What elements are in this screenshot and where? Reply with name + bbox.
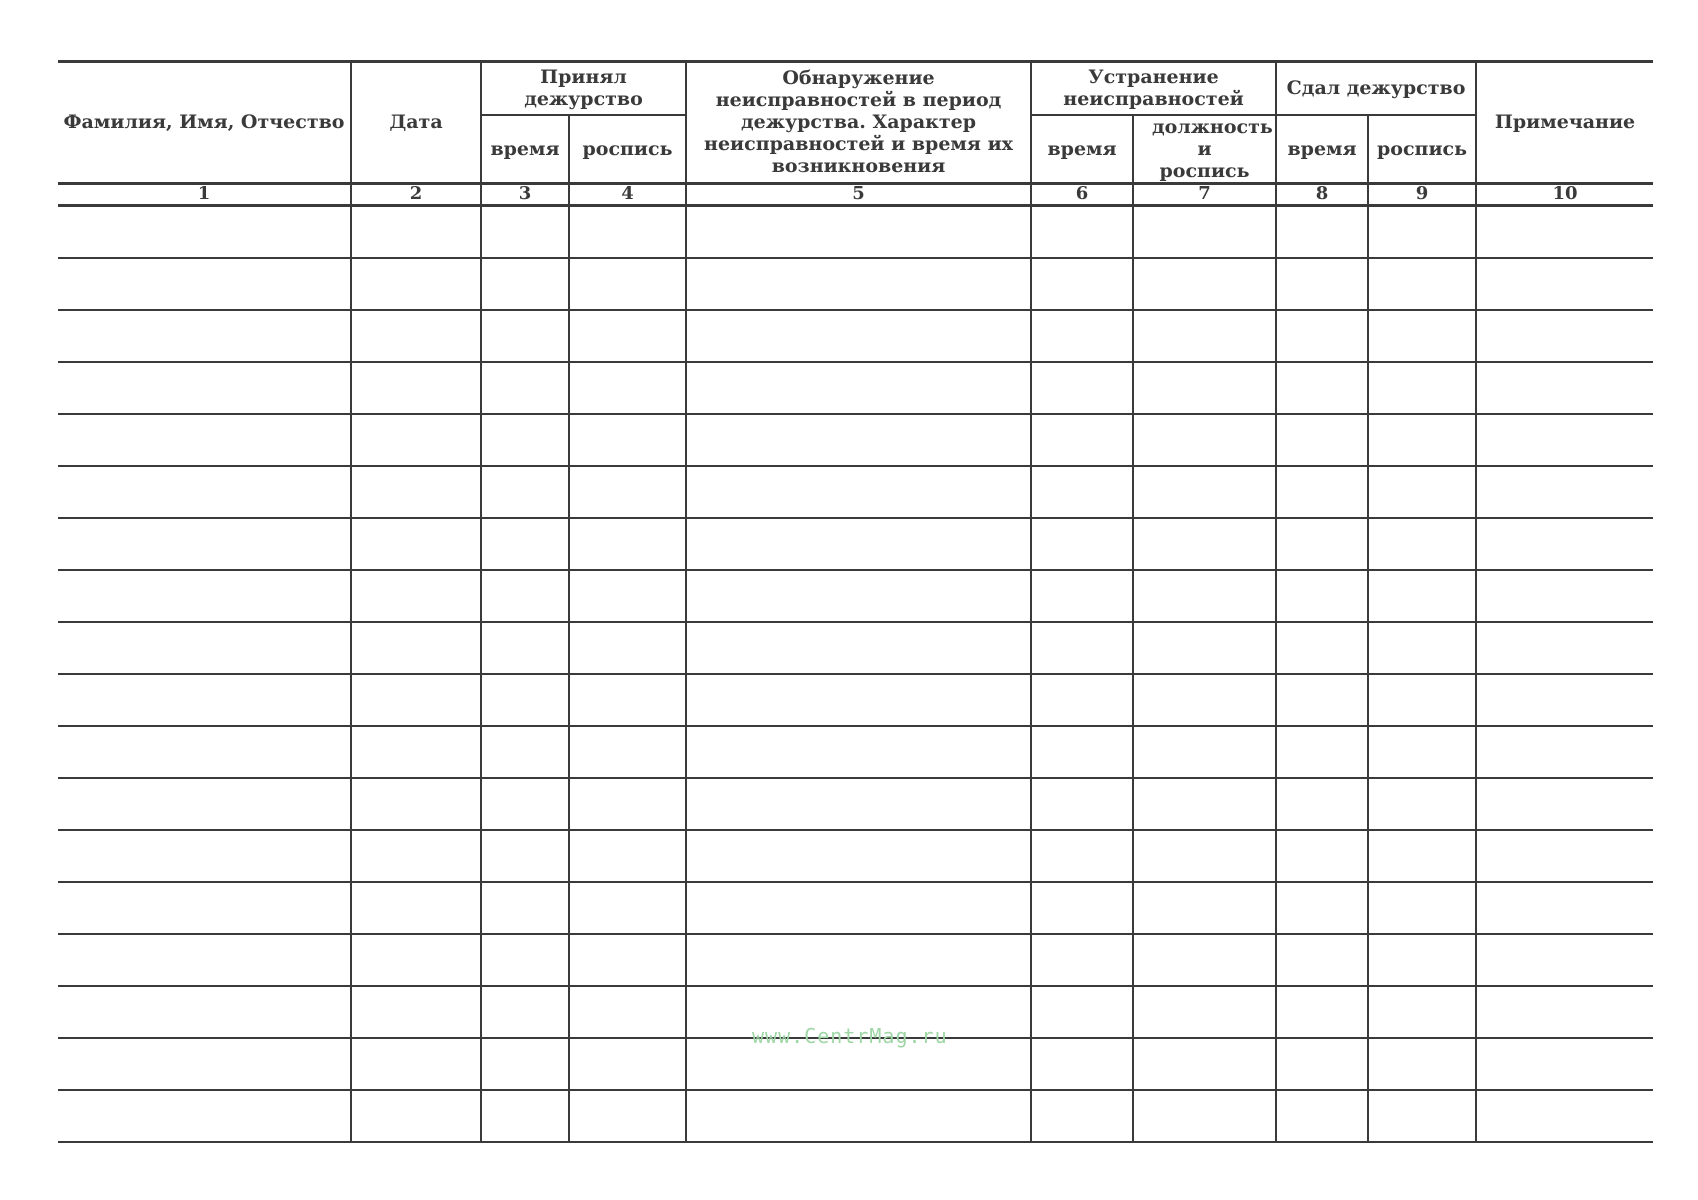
table-cell: [58, 310, 351, 362]
table-cell: [1276, 258, 1368, 310]
table-row: [58, 882, 1653, 934]
table-cell: [1031, 882, 1133, 934]
table-cell: [686, 310, 1031, 362]
table-cell: [1276, 622, 1368, 674]
column-number: 10: [1476, 183, 1653, 205]
table-cell: [1133, 934, 1276, 986]
table-cell: [58, 205, 351, 258]
table-cell: [481, 674, 569, 726]
table-cell: [58, 518, 351, 570]
table-cell: [1031, 778, 1133, 830]
table-cell: [686, 934, 1031, 986]
table-cell: [1276, 466, 1368, 518]
table-cell: [1133, 830, 1276, 882]
table-cell: [1133, 1090, 1276, 1142]
header-accepted-time: время: [481, 115, 569, 184]
table-cell: [1476, 466, 1653, 518]
table-cell: [686, 778, 1031, 830]
table-cell: [58, 1038, 351, 1090]
header-accepted-duty: Принял дежурство: [481, 62, 686, 115]
table-cell: [1368, 622, 1476, 674]
table-cell: [58, 362, 351, 414]
table-cell: [569, 622, 686, 674]
table-cell: [569, 205, 686, 258]
table-cell: [1031, 1090, 1133, 1142]
header-handed-duty: Сдал дежурство: [1276, 62, 1476, 115]
table-cell: [1133, 986, 1276, 1038]
table-cell: [686, 414, 1031, 466]
table-cell: [1031, 205, 1133, 258]
table-cell: [58, 414, 351, 466]
table-cell: [1476, 1090, 1653, 1142]
table-cell: [1368, 934, 1476, 986]
table-cell: [1476, 258, 1653, 310]
table-cell: [58, 726, 351, 778]
table-cell: [1276, 986, 1368, 1038]
table-cell: [1476, 674, 1653, 726]
table-cell: [1031, 986, 1133, 1038]
table-cell: [569, 570, 686, 622]
table-cell: [569, 414, 686, 466]
table-cell: [351, 674, 481, 726]
table-cell: [1368, 258, 1476, 310]
table-cell: [1368, 362, 1476, 414]
table-cell: [351, 466, 481, 518]
table-cell: [1031, 518, 1133, 570]
table-cell: [1368, 986, 1476, 1038]
table-cell: [1133, 414, 1276, 466]
table-cell: [481, 986, 569, 1038]
table-cell: [1476, 726, 1653, 778]
table-cell: [481, 778, 569, 830]
table-cell: [1133, 726, 1276, 778]
table-cell: [351, 622, 481, 674]
table-cell: [1031, 362, 1133, 414]
table-cell: [351, 934, 481, 986]
table-cell: [569, 466, 686, 518]
table-row: [58, 622, 1653, 674]
column-number: 2: [351, 183, 481, 205]
table-cell: [686, 726, 1031, 778]
table-cell: [1476, 622, 1653, 674]
table-cell: [1133, 570, 1276, 622]
table-cell: [58, 466, 351, 518]
table-cell: [1276, 518, 1368, 570]
table-cell: [1031, 622, 1133, 674]
header-handed-signature: роспись: [1368, 115, 1476, 184]
header-fio: Фамилия, Имя, Отчество: [58, 62, 351, 184]
table-cell: [1476, 934, 1653, 986]
table-cell: [1133, 258, 1276, 310]
table-cell: [569, 882, 686, 934]
table-cell: [351, 830, 481, 882]
table-cell: [1368, 778, 1476, 830]
table-cell: [569, 674, 686, 726]
table-cell: [686, 1090, 1031, 1142]
table-cell: [1133, 778, 1276, 830]
table-cell: [686, 466, 1031, 518]
table-cell: [481, 934, 569, 986]
table-cell: [1476, 778, 1653, 830]
table-cell: [1133, 466, 1276, 518]
table-cell: [1368, 1090, 1476, 1142]
table-row: [58, 258, 1653, 310]
table-cell: [569, 726, 686, 778]
table-cell: [569, 1038, 686, 1090]
table-cell: [1133, 518, 1276, 570]
table-cell: [569, 778, 686, 830]
table-row: [58, 205, 1653, 258]
table-row: [58, 1090, 1653, 1142]
table-cell: [1476, 830, 1653, 882]
table-cell: [58, 674, 351, 726]
table-cell: [1031, 466, 1133, 518]
table-cell: [481, 830, 569, 882]
table-cell: [1368, 570, 1476, 622]
table-cell: [686, 362, 1031, 414]
table-row: [58, 674, 1653, 726]
table-cell: [1368, 205, 1476, 258]
table-cell: [1476, 882, 1653, 934]
table-cell: [351, 882, 481, 934]
header-repair-position-signature: должность и роспись: [1133, 115, 1276, 184]
table-row: [58, 310, 1653, 362]
table-cell: [481, 622, 569, 674]
table-cell: [1133, 310, 1276, 362]
table-cell: [686, 674, 1031, 726]
table-cell: [1276, 310, 1368, 362]
table-cell: [1476, 362, 1653, 414]
table-cell: [351, 570, 481, 622]
table-cell: [1276, 1090, 1368, 1142]
table-cell: [1476, 518, 1653, 570]
duty-journal-table: [58, 60, 1653, 1143]
table-cell: [1133, 674, 1276, 726]
table-cell: [1476, 1038, 1653, 1090]
header-repair-time: время: [1031, 115, 1133, 184]
table-cell: [1368, 518, 1476, 570]
table-cell: [1368, 466, 1476, 518]
table-cell: [1368, 310, 1476, 362]
table-cell: [351, 778, 481, 830]
table-cell: [1031, 258, 1133, 310]
table-cell: [686, 570, 1031, 622]
column-number: 9: [1368, 183, 1476, 205]
table-cell: [351, 205, 481, 258]
table-row: [58, 414, 1653, 466]
table-cell: [351, 362, 481, 414]
table-cell: [58, 830, 351, 882]
table-cell: [481, 518, 569, 570]
table-cell: [351, 726, 481, 778]
header-note: Примечание: [1476, 62, 1653, 184]
column-number-row: [58, 183, 1653, 205]
table-cell: [1276, 726, 1368, 778]
table-cell: [351, 414, 481, 466]
table-cell: [481, 882, 569, 934]
table-cell: [1476, 986, 1653, 1038]
table-cell: [1133, 205, 1276, 258]
journal-sheet: [58, 60, 1653, 1143]
header-date: Дата: [351, 62, 481, 184]
table-cell: [481, 310, 569, 362]
table-cell: [1133, 622, 1276, 674]
journal-body: [58, 183, 1653, 1142]
table-cell: [686, 830, 1031, 882]
table-cell: [351, 258, 481, 310]
table-cell: [1276, 205, 1368, 258]
table-row: [58, 570, 1653, 622]
table-row: [58, 362, 1653, 414]
table-cell: [1368, 830, 1476, 882]
column-number: 1: [58, 183, 351, 205]
column-number: 5: [686, 183, 1031, 205]
table-row: [58, 466, 1653, 518]
column-number: 4: [569, 183, 686, 205]
table-cell: [1133, 1038, 1276, 1090]
table-cell: [1031, 830, 1133, 882]
table-cell: [1031, 726, 1133, 778]
table-cell: [569, 1090, 686, 1142]
table-cell: [481, 362, 569, 414]
table-cell: [351, 518, 481, 570]
table-cell: [569, 310, 686, 362]
table-cell: [58, 258, 351, 310]
table-cell: [686, 518, 1031, 570]
table-cell: [569, 986, 686, 1038]
table-cell: [481, 1090, 569, 1142]
table-cell: [569, 934, 686, 986]
table-cell: [481, 466, 569, 518]
table-cell: [569, 258, 686, 310]
table-cell: [1368, 674, 1476, 726]
table-cell: [1368, 882, 1476, 934]
table-cell: [686, 622, 1031, 674]
table-row: [58, 830, 1653, 882]
table-cell: [1276, 674, 1368, 726]
table-cell: [481, 726, 569, 778]
table-cell: [686, 258, 1031, 310]
table-cell: [1276, 934, 1368, 986]
column-number: 6: [1031, 183, 1133, 205]
table-row: [58, 726, 1653, 778]
header-detection: Обнаружение неисправностей в период дежурства. Характер неисправностей и время их возникновения: [686, 62, 1031, 184]
table-cell: [1368, 414, 1476, 466]
table-cell: [1276, 362, 1368, 414]
table-cell: [58, 778, 351, 830]
table-cell: [1368, 726, 1476, 778]
header-accepted-signature: роспись: [569, 115, 686, 184]
column-number: 7: [1133, 183, 1276, 205]
table-cell: [58, 622, 351, 674]
table-cell: [1031, 674, 1133, 726]
table-cell: [58, 934, 351, 986]
table-cell: [58, 986, 351, 1038]
table-cell: [481, 414, 569, 466]
table-cell: [351, 310, 481, 362]
table-cell: [481, 1038, 569, 1090]
table-cell: [569, 362, 686, 414]
table-cell: [1276, 414, 1368, 466]
table-cell: [1368, 1038, 1476, 1090]
table-cell: [481, 570, 569, 622]
table-cell: [1031, 934, 1133, 986]
table-cell: [1476, 414, 1653, 466]
table-cell: [1276, 778, 1368, 830]
table-cell: [58, 1090, 351, 1142]
table-cell: [1476, 310, 1653, 362]
column-number: 3: [481, 183, 569, 205]
table-cell: [569, 518, 686, 570]
watermark: www.CentrMag.ru: [752, 1024, 948, 1048]
table-cell: [1031, 310, 1133, 362]
table-cell: [1133, 882, 1276, 934]
table-cell: [1476, 205, 1653, 258]
table-cell: [351, 1090, 481, 1142]
table-cell: [1133, 362, 1276, 414]
table-cell: [1276, 570, 1368, 622]
table-cell: [569, 830, 686, 882]
table-cell: [1276, 1038, 1368, 1090]
table-cell: [686, 882, 1031, 934]
table-row: [58, 778, 1653, 830]
table-cell: [1031, 414, 1133, 466]
header-handed-time: время: [1276, 115, 1368, 184]
table-cell: [58, 882, 351, 934]
table-cell: [1031, 1038, 1133, 1090]
header-repair: Устранение неисправностей: [1031, 62, 1276, 115]
table-cell: [1476, 570, 1653, 622]
table-cell: [1276, 882, 1368, 934]
table-row: [58, 518, 1653, 570]
table-cell: [481, 205, 569, 258]
table-cell: [58, 570, 351, 622]
table-row: [58, 934, 1653, 986]
column-number: 8: [1276, 183, 1368, 205]
table-cell: [481, 258, 569, 310]
table-cell: [686, 205, 1031, 258]
table-cell: [1031, 570, 1133, 622]
table-cell: [1276, 830, 1368, 882]
table-cell: [351, 1038, 481, 1090]
table-cell: [351, 986, 481, 1038]
